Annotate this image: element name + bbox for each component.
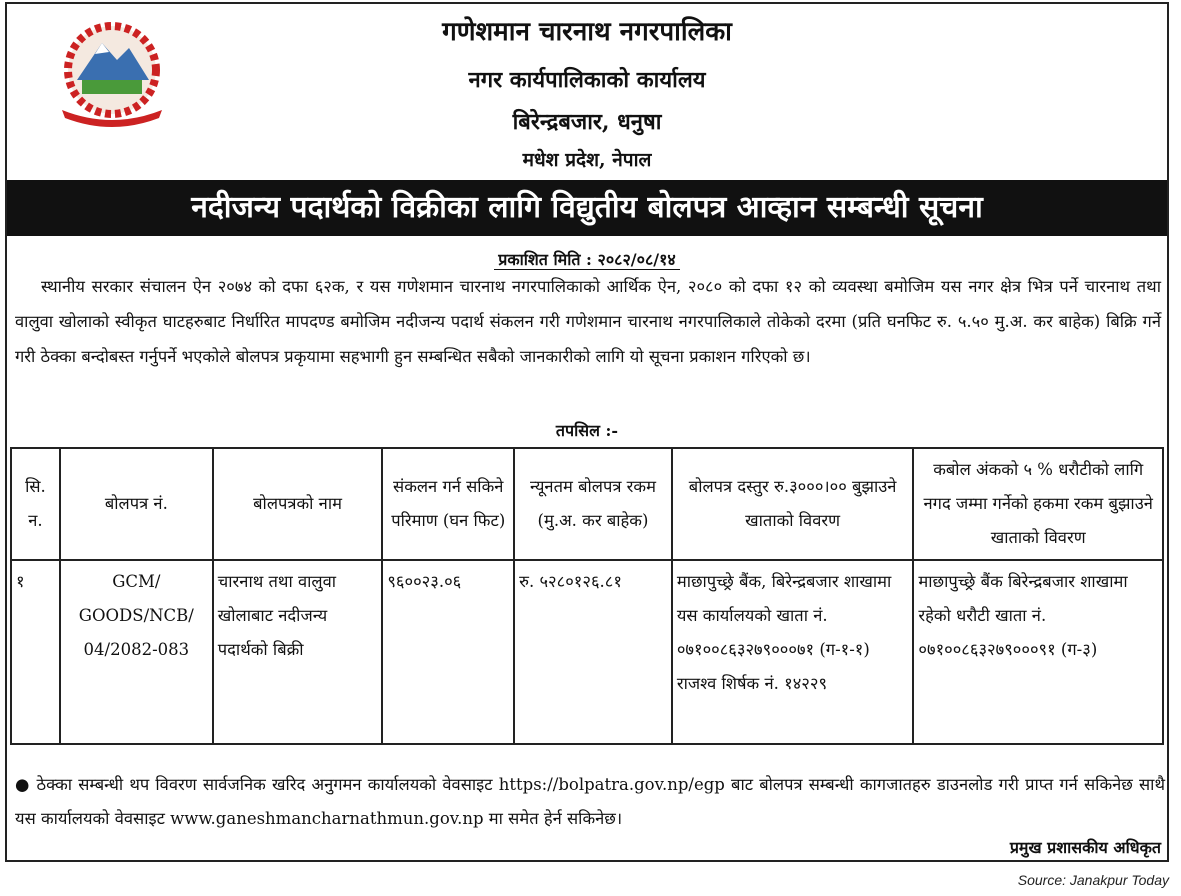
col-header: न्यूनतम बोलपत्र रकम (मु.अ. कर बाहेक) xyxy=(514,448,672,560)
tender-table xyxy=(10,447,1164,745)
col-header: संकलन गर्न सकिने परिमाण (घन फिट) xyxy=(382,448,514,560)
table-header-row xyxy=(11,448,1163,560)
cell-deposit-account: माछापुच्छ्रे बैंक बिरेन्द्रबजार शाखामा रहेको धरौटी खाता नं. ०७१००८६३२७९०००९१ (ग-३) xyxy=(913,560,1163,744)
cell-min-amount: रु. ५२८०१२६.८१ xyxy=(514,560,672,744)
office-name: नगर कार्यपालिकाको कार्यालय xyxy=(468,67,706,93)
cell-tender-no: GCM/ GOODS/NCB/ 04/2082-083 xyxy=(60,560,213,744)
header xyxy=(7,4,1167,176)
bullet-icon: ● xyxy=(15,775,37,794)
col-header: सि. न. xyxy=(11,448,60,560)
col-header: बोलपत्र नं. xyxy=(60,448,213,560)
footnote-text: ठेक्का सम्बन्धी थप विवरण सार्वजनिक खरिद अनुगमन कार्यालयको वेवसाइट https://bolpatra.gov.np/egp बाट बोलपत्र सम्बन्धी कागजातहरु डाउनलोड गरी प्राप्त गर्न सकिनेछ साथै यस कार्यालयको वेवसाइट www.ganeshmancharnathmun.gov.np मा समेत हेर्न सकिनेछ। xyxy=(15,775,1165,828)
col-header: बोलपत्र दस्तुर रु.३०००।०० बुझाउने खाताको विवरण xyxy=(672,448,914,560)
schedule-label: तपसिल :- xyxy=(555,421,619,440)
office-address: बिरेन्द्रबजार, धनुषा xyxy=(512,109,662,135)
cell-quantity: ९६००२३.०६ xyxy=(382,560,514,744)
notice-title: नदीजन्य पदार्थको विक्रीका लागि विद्युतीय बोलपत्र आव्हान सम्बन्धी सूचना xyxy=(7,180,1167,236)
source-credit: Source: Janakpur Today xyxy=(1017,872,1169,888)
col-header: कबोल अंकको ५ % धरौटीको लागि नगद जम्मा गर्नेको हकमा रकम बुझाउने खाताको विवरण xyxy=(913,448,1163,560)
org-name: गणेशमान चारनाथ नगरपालिका xyxy=(442,17,732,47)
province: मधेश प्रदेश, नेपाल xyxy=(522,149,652,171)
table-row xyxy=(11,560,1163,744)
cell-fee-account: माछापुच्छ्रे बैंक, बिरेन्द्रबजार शाखामा यस कार्यालयको खाता नं. ०७१००८६३२७९०००७१ (ग-१-१) राजश्व शिर्षक नं. १४२२९ xyxy=(672,560,914,744)
cell-tender-name: चारनाथ तथा वालुवा खोलाबाट नदीजन्य पदार्थको बिक्री xyxy=(213,560,383,744)
notice-body: स्थानीय सरकार संचालन ऐन २०७४ को दफा ६२क, र यस गणेशमान चारनाथ नगरपालिकाको आर्थिक ऐन, २०८० को दफा १२ को व्यवस्था बमोजिम यस नगर क्षेत्र भित्र पर्ने चारनाथ तथा वालुवा खोलाको स्वीकृत घाटहरुबाट निर्धारित मापदण्ड बमोजिम नदीजन्य पदार्थ संकलन गरी गणेशमान चारनाथ नगरपालिकाले तोकेको दरमा (प्रति घनफिट रु. ५.५० मु.अ. कर बाहेक) बिक्रि गर्ने गरी ठेक्का बन्दोबस्त गर्नुपर्ने भएकोले बोलपत्र प्रकृयामा सहभागी हुन सम्बन्धित सबैको जानकारीको लागि यो सूचना प्रकाशन गरिएको छ। xyxy=(15,277,1161,366)
cell-serial: १ xyxy=(11,560,60,744)
published-date-text: प्रकाशित मिति : २०८२/०८/१४ xyxy=(494,250,680,270)
signatory: प्रमुख प्रशासकीय अधिकृत xyxy=(1009,838,1161,857)
col-header: बोलपत्रको नाम xyxy=(213,448,383,560)
published-date xyxy=(7,248,1167,270)
footnote xyxy=(15,768,1165,836)
notice xyxy=(5,2,1169,862)
